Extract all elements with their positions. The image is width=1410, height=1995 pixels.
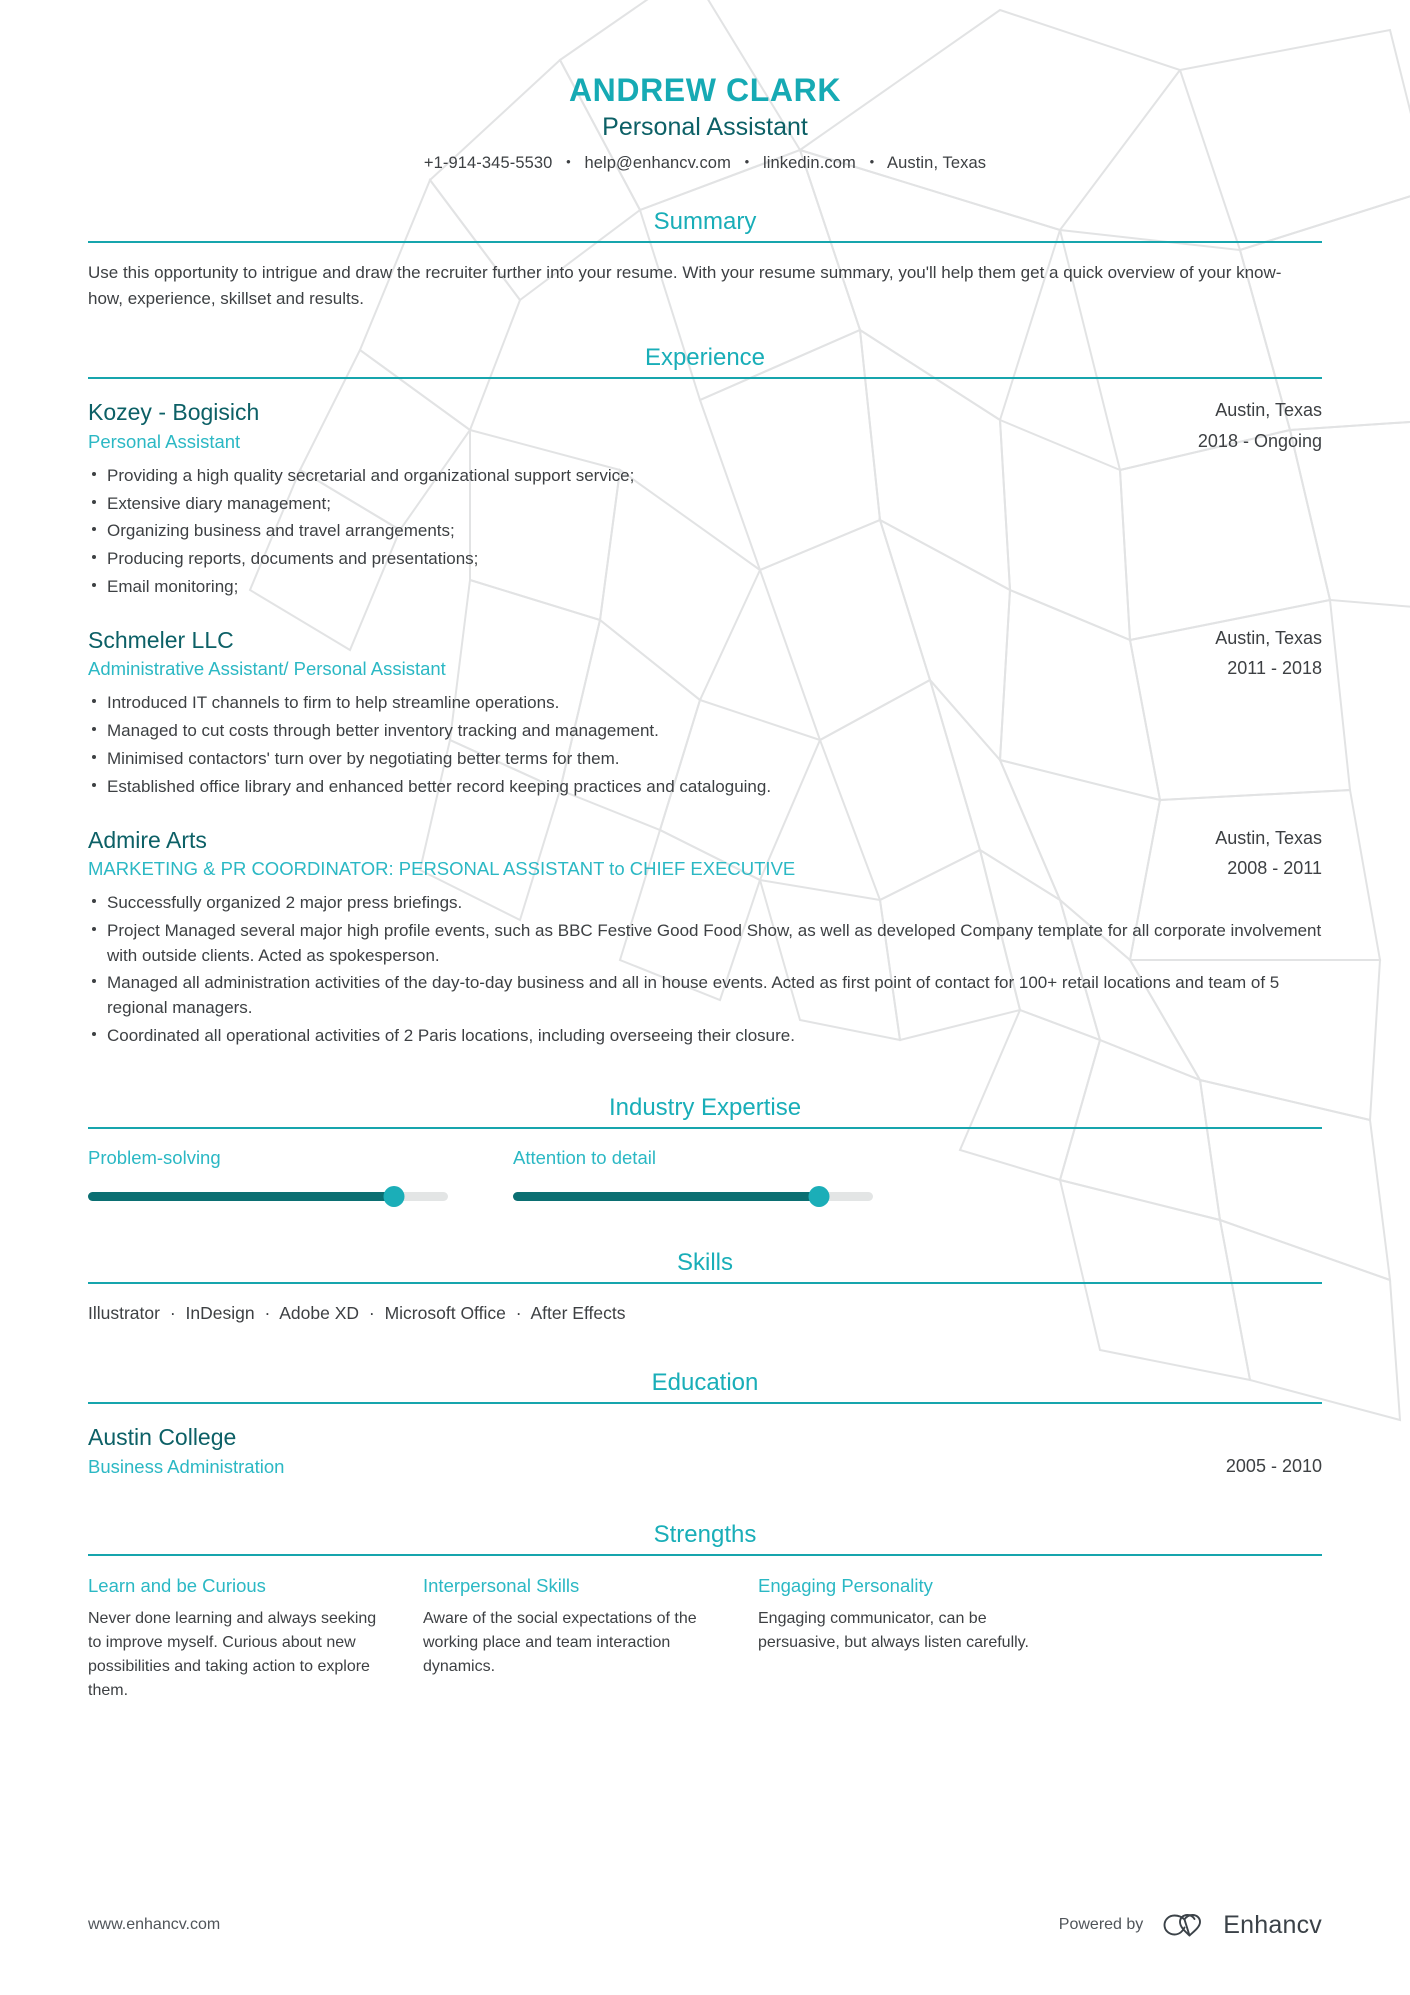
contact-phone: +1-914-345-5530	[423, 153, 553, 172]
slider-fill	[88, 1192, 394, 1201]
skill-separator-icon: ·	[515, 1302, 522, 1323]
list-item: Coordinated all operational activities of 2 Paris locations, including overseeing their closure.	[88, 1024, 1322, 1049]
experience-bullet-list	[88, 891, 1322, 1049]
expertise-item	[88, 1146, 513, 1206]
strength-item	[758, 1574, 1093, 1703]
experience-entry	[88, 398, 1322, 599]
contact-email[interactable]: help@enhancv.com	[584, 153, 731, 172]
contact-line	[88, 154, 1322, 173]
section-divider	[88, 1282, 1322, 1284]
list-item: Minimised contactors' turn over by negotiating better terms for them.	[88, 747, 1322, 772]
list-item: Successfully organized 2 major press briefings.	[88, 891, 1322, 916]
experience-dates: 2011 - 2018	[1227, 658, 1322, 679]
section-title-strengths: Strengths	[653, 1520, 757, 1548]
skill-separator-icon: ·	[264, 1302, 271, 1323]
strength-title: Learn and be Curious	[88, 1574, 266, 1596]
footer-branding	[1059, 1910, 1322, 1940]
expertise-slider[interactable]	[513, 1186, 873, 1206]
strengths-grid	[88, 1574, 1322, 1703]
slider-fill	[513, 1192, 819, 1201]
contact-separator-icon: •	[566, 153, 571, 169]
experience-location: Austin, Texas	[1215, 627, 1322, 648]
section-title-industry-expertise: Industry Expertise	[608, 1093, 802, 1121]
experience-role: MARKETING & PR COORDINATOR: PERSONAL ASSISTANT to CHIEF EXECUTIVE	[88, 857, 796, 879]
list-item: Producing reports, documents and presentations;	[88, 547, 1322, 572]
expertise-label: Attention to detail	[513, 1146, 656, 1168]
experience-company: Admire Arts	[88, 826, 207, 853]
experience-entry-header	[88, 398, 1322, 454]
experience-company: Schmeler LLC	[88, 626, 234, 653]
strength-description: Aware of the social expectations of the working place and team interaction dynamics.	[423, 1610, 697, 1676]
expertise-slider-row	[88, 1146, 1322, 1206]
contact-location: Austin, Texas	[887, 153, 987, 172]
strength-item	[423, 1574, 758, 1703]
experience-company: Kozey - Bogisich	[88, 399, 260, 426]
section-title-experience: Experience	[644, 344, 766, 372]
skill-item: After Effects	[530, 1302, 626, 1323]
strength-description: Engaging communicator, can be persuasive, but always listen carefully.	[758, 1610, 1029, 1652]
skills-list	[88, 1300, 1322, 1326]
section-skills	[88, 1248, 1322, 1326]
education-entry-row	[88, 1453, 1322, 1480]
skill-item: Adobe XD	[279, 1302, 360, 1323]
list-item: Established office library and enhanced better record keeping practices and cataloguing.	[88, 775, 1322, 800]
list-item: Managed to cut costs through better inventory tracking and management.	[88, 719, 1322, 744]
contact-linkedin[interactable]: linkedin.com	[762, 153, 856, 172]
section-title-education: Education	[651, 1369, 759, 1397]
strength-title: Interpersonal Skills	[423, 1574, 580, 1596]
skill-item: Microsoft Office	[384, 1302, 506, 1323]
page-title: ANDREW CLARK	[568, 72, 842, 108]
strength-title: Engaging Personality	[758, 1574, 933, 1596]
section-strengths	[88, 1520, 1322, 1703]
section-industry-expertise	[88, 1093, 1322, 1206]
education-entry	[88, 1423, 1322, 1480]
skill-separator-icon: ·	[169, 1302, 176, 1323]
footer-website-link[interactable]: www.enhancv.com	[88, 1916, 221, 1933]
page-footer	[88, 1910, 1322, 1940]
contact-separator-icon: •	[869, 153, 875, 169]
experience-entry	[88, 626, 1322, 800]
list-item: Providing a high quality secretarial and organizational support service;	[88, 464, 1322, 489]
contact-separator-icon: •	[744, 153, 750, 169]
list-item: Email monitoring;	[88, 575, 1322, 600]
section-summary	[88, 207, 1322, 312]
experience-dates: 2018 - Ongoing	[1197, 430, 1322, 451]
list-item: Extensive diary management;	[88, 492, 1322, 517]
slider-handle[interactable]	[384, 1186, 405, 1207]
section-divider	[88, 1554, 1322, 1556]
section-divider	[88, 377, 1322, 379]
education-dates: 2005 - 2010	[1225, 1455, 1322, 1476]
brand-name: Enhancv	[1223, 1910, 1322, 1939]
experience-role: Administrative Assistant/ Personal Assistant	[88, 658, 446, 680]
experience-bullet-list	[88, 691, 1322, 799]
experience-role: Personal Assistant	[88, 430, 241, 452]
slider-handle[interactable]	[809, 1186, 830, 1207]
experience-bullet-list	[88, 464, 1322, 600]
section-title-summary: Summary	[653, 207, 757, 235]
strength-description: Never done learning and always seeking to improve myself. Curious about new possibilities and taking action to explore them.	[88, 1610, 377, 1700]
summary-text: Use this opportunity to intrigue and draw the recruiter further into your resume. With your resume summary, you'll help them get a quick overview of your know-how, experience, skillset and results.	[88, 262, 1282, 308]
expertise-item	[513, 1146, 938, 1206]
experience-dates: 2008 - 2011	[1227, 857, 1322, 878]
list-item: Managed all administration activities of the day-to-day business and all in house events. Acted as first point of contact for 100+ retail locations and team of 5 regional managers.	[88, 971, 1322, 1021]
experience-location: Austin, Texas	[1215, 827, 1322, 848]
strength-item	[88, 1574, 423, 1703]
powered-by-label: Powered by	[1058, 1916, 1144, 1933]
enhancv-logo	[1159, 1910, 1322, 1940]
education-degree: Business Administration	[88, 1456, 285, 1477]
skill-item: InDesign	[185, 1302, 255, 1323]
header-job-title: Personal Assistant	[602, 112, 808, 141]
section-experience	[88, 343, 1322, 1048]
list-item: Project Managed several major high profile events, such as BBC Festive Good Food Show, as well as developed Company template for all corporate involvement with outside clients. Acted as spokesperson.	[88, 919, 1322, 969]
experience-entry-header	[88, 826, 1322, 882]
expertise-slider[interactable]	[88, 1186, 448, 1206]
section-education	[88, 1368, 1322, 1480]
skill-separator-icon: ·	[368, 1302, 375, 1323]
list-item: Organizing business and travel arrangements;	[88, 519, 1322, 544]
experience-entry-header	[88, 626, 1322, 682]
section-divider	[88, 241, 1322, 243]
list-item: Introduced IT channels to firm to help streamline operations.	[88, 691, 1322, 716]
enhancv-infinity-heart-icon	[1159, 1910, 1213, 1940]
skill-item: Illustrator	[88, 1302, 160, 1323]
section-title-skills: Skills	[676, 1248, 733, 1276]
experience-entry	[88, 826, 1322, 1049]
expertise-label: Problem-solving	[88, 1146, 221, 1168]
section-divider	[88, 1402, 1322, 1404]
resume-header	[88, 0, 1322, 173]
experience-location: Austin, Texas	[1215, 400, 1322, 421]
section-divider	[88, 1127, 1322, 1129]
education-school: Austin College	[88, 1424, 237, 1451]
